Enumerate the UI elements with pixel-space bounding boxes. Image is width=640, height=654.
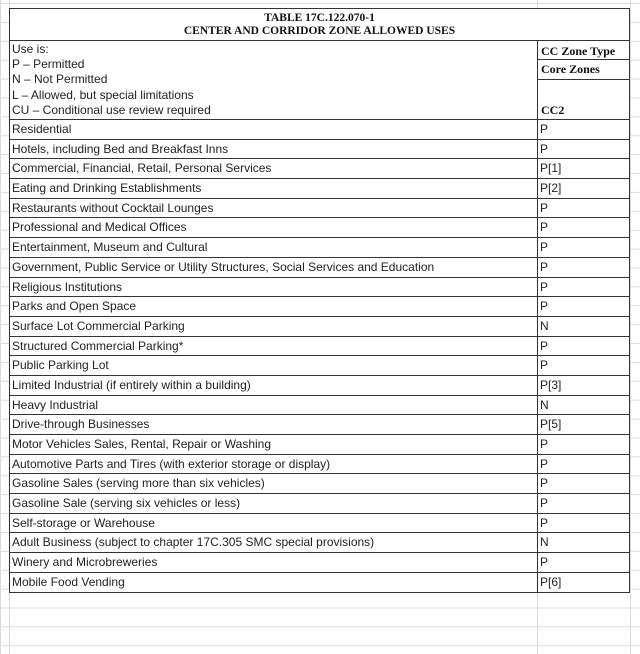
cc2-value-cell[interactable]: P: [540, 240, 549, 255]
cc2-value-cell[interactable]: P[1]: [540, 161, 562, 176]
use-cell[interactable]: Drive-through Businesses: [10, 415, 538, 434]
use-cell[interactable]: Motor Vehicles Sales, Rental, Repair or Washing: [10, 435, 538, 454]
use-cell[interactable]: Heavy Industrial: [10, 396, 538, 415]
table-row: [10, 317, 629, 337]
table-row: [10, 120, 629, 140]
legend-line: CU – Conditional use review required: [12, 102, 211, 117]
cc2-value-cell[interactable]: P: [540, 141, 549, 156]
zone-header: [538, 41, 629, 119]
table-row: [10, 297, 629, 317]
legend-line: Use is:: [12, 42, 49, 56]
use-cell[interactable]: Restaurants without Cocktail Lounges: [10, 199, 538, 218]
use-cell[interactable]: Professional and Medical Offices: [10, 218, 538, 237]
table-row: [10, 533, 629, 553]
cc2-value-cell[interactable]: P: [540, 259, 549, 274]
table-row: [10, 199, 629, 219]
cc2-value-cell[interactable]: P[5]: [540, 417, 562, 432]
cc2-value-cell[interactable]: P: [540, 338, 549, 353]
use-cell[interactable]: Automotive Parts and Tires (with exterior storage or display): [10, 455, 538, 474]
cc2-value-cell[interactable]: P: [540, 122, 549, 136]
cc2-header[interactable]: [538, 80, 629, 119]
cc2-value-cell[interactable]: P[3]: [540, 377, 562, 392]
cc2-value-cell[interactable]: P: [540, 437, 549, 451]
table-row: [10, 455, 629, 475]
use-cell[interactable]: Gasoline Sale (serving six vehicles or less): [10, 494, 538, 513]
grid-line: [630, 0, 631, 654]
table-title[interactable]: [10, 9, 629, 41]
allowed-uses-table: [9, 8, 630, 593]
table-row: [10, 356, 629, 376]
zone-type-header[interactable]: CC Zone Type: [538, 41, 629, 60]
use-cell[interactable]: Religious Institutions: [10, 278, 538, 297]
table-row: [10, 376, 629, 396]
cc2-value-cell[interactable]: P: [540, 476, 549, 491]
cc2-value-cell[interactable]: P: [540, 555, 549, 570]
use-cell[interactable]: Commercial, Financial, Retail, Personal Services: [10, 159, 538, 178]
table-row: [10, 238, 629, 258]
table-row: [10, 258, 629, 278]
cc2-value-cell[interactable]: P: [540, 358, 549, 373]
table-row: [10, 435, 629, 455]
use-cell[interactable]: Surface Lot Commercial Parking: [10, 317, 538, 336]
table-row: [10, 218, 629, 238]
cc2-value-cell[interactable]: P: [540, 456, 549, 471]
cc2-value-cell[interactable]: P[2]: [540, 181, 562, 196]
legend-line: N – Not Permitted: [12, 72, 108, 87]
table-row: [10, 179, 629, 199]
use-cell[interactable]: Government, Public Service or Utility Structures, Social Services and Education: [10, 258, 538, 277]
core-zones-header[interactable]: Core Zones: [538, 60, 629, 80]
use-cell[interactable]: Eating and Drinking Establishments: [10, 179, 538, 198]
table-row: [10, 573, 629, 592]
use-cell[interactable]: Limited Industrial (if entirely within a building): [10, 376, 538, 395]
cc2-value-cell[interactable]: P[6]: [540, 574, 562, 589]
use-cell[interactable]: Gasoline Sales (serving more than six vehicles): [10, 474, 538, 493]
cc2-value-cell[interactable]: N: [540, 535, 549, 550]
use-cell[interactable]: Residential: [10, 120, 538, 139]
table-row: [10, 553, 629, 573]
table-row: [10, 159, 629, 179]
cc2-value-cell[interactable]: N: [540, 318, 549, 333]
table-row: [10, 396, 629, 416]
use-cell[interactable]: Structured Commercial Parking*: [10, 337, 538, 356]
table-body: [10, 120, 629, 592]
cc2-value-cell[interactable]: N: [540, 397, 549, 412]
cc2-value-cell[interactable]: P: [540, 496, 549, 511]
table-row: [10, 337, 629, 357]
use-cell[interactable]: Public Parking Lot: [10, 356, 538, 375]
use-cell[interactable]: Adult Business (subject to chapter 17C.305 SMC special provisions): [10, 533, 538, 552]
cc2-value-cell[interactable]: P: [540, 220, 549, 235]
cc2-value-cell[interactable]: P: [540, 200, 549, 215]
cc2-value-cell[interactable]: P: [540, 299, 549, 314]
use-cell[interactable]: Winery and Microbreweries: [10, 553, 538, 572]
table-row: [10, 140, 629, 160]
cc2-value-cell[interactable]: P: [540, 279, 549, 294]
table-number: TABLE 17C.122.070-1: [264, 12, 375, 24]
table-row: [10, 514, 629, 534]
use-cell[interactable]: Parks and Open Space: [10, 297, 538, 316]
table-row: [10, 415, 629, 435]
legend-line: P – Permitted: [12, 57, 85, 72]
legend-line: L – Allowed, but special limitations: [12, 87, 194, 102]
table-row: [10, 278, 629, 298]
legend-header-row: [10, 41, 629, 120]
use-cell[interactable]: Hotels, including Bed and Breakfast Inns: [10, 140, 538, 159]
legend-cell[interactable]: [10, 41, 538, 119]
cc2-label: CC2: [541, 103, 565, 117]
use-cell[interactable]: Entertainment, Museum and Cultural: [10, 238, 538, 257]
cc2-value-cell[interactable]: P: [540, 515, 549, 530]
table-heading: CENTER AND CORRIDOR ZONE ALLOWED USES: [183, 25, 456, 37]
table-row: [10, 494, 629, 514]
table-row: [10, 474, 629, 494]
use-cell[interactable]: Mobile Food Vending: [10, 573, 538, 592]
use-cell[interactable]: Self-storage or Warehouse: [10, 514, 538, 533]
